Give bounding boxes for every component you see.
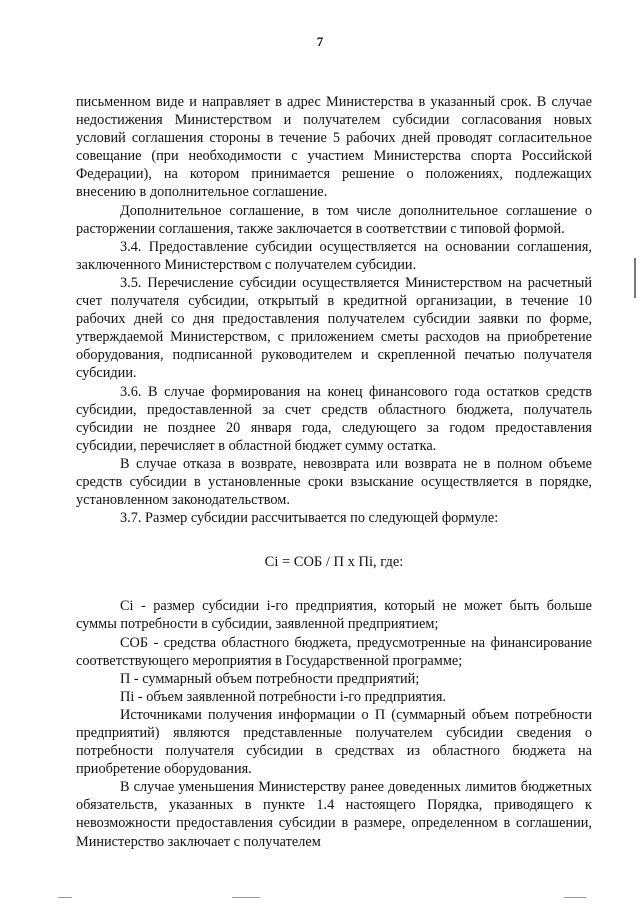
definition: П - суммарный объем потребности предприятий; (120, 670, 420, 687)
scan-edge-mark (634, 258, 636, 298)
scan-edge-mark (58, 897, 72, 898)
paragraph: 3.7. Размер субсидии рассчитывается по следующей формуле: (120, 510, 499, 527)
paragraph: 3.5. Перечисление субсидии осуществляется Министерством на расчетный счет получателя субсидии, открытый в кредитной организации, в течение 10 рабочих дней со дня предоставления получателем субсидии заявки по форме, утверждаемой Министерством, с приложением сметы расходов на приобретение оборудования, подписанной руководителем и скрепленной печатью получателя субсидии. (76, 274, 592, 382)
paragraph: В случае отказа в возврате, невозврата или возврата не в полном объеме средств субсидии в установленные сроки взыскание осуществляется в порядке, установленном законодательством. (76, 455, 592, 509)
paragraph: В случае уменьшения Министерству ранее доведенных лимитов бюджетных обязательств, указанных в пункте 1.4 настоящего Порядка, приводящего к невозможности предоставления субсидии в размере, определенном в соглашении, Министерство заключает с получателем (76, 779, 592, 850)
scan-edge-mark (232, 897, 260, 898)
document-body (76, 93, 592, 851)
paragraph: Дополнительное соглашение, в том числе дополнительное соглашение о расторжении соглашения, также заключается в соответствии с типовой формой. (76, 202, 592, 237)
scan-edge-mark (564, 897, 586, 898)
paragraph: Источниками получения информации о П (суммарный объем потребности предприятий) являются представленные получателем субсидии сведения о потребности получателя субсидии в средствах из областного бюджета на приобретение оборудования. (76, 706, 592, 778)
formula: Ci = СОБ / П x Пi, где: (264, 554, 404, 571)
page-number: 7 (316, 34, 324, 49)
definition: Пi - объем заявленной потребности i-го предприятия. (120, 688, 446, 705)
definition: Ci - размер субсидии i-го предприятия, который не может быть больше суммы потребности в субсидии, заявленной предприятием; (76, 598, 592, 633)
paragraph: письменном виде и направляет в адрес Министерства в указанный срок. В случае недостижения Министерством и получателем субсидии согласования новых условий соглашения стороны в течение 5 рабочих дней проводят согласительное совещание (при необходимости с участием Министерства спорта Российской Федерации), на котором принимается решение о положениях, подлежащих внесению в дополнительное соглашение. (76, 94, 592, 201)
paragraph: 3.4. Предоставление субсидии осуществляется на основании соглашения, заключенного Министерством с получателем субсидии. (76, 238, 592, 273)
definition: СОБ - средства областного бюджета, предусмотренные на финансирование соответствующего мероприятия в Государственной программе; (76, 634, 592, 669)
paragraph: 3.6. В случае формирования на конец финансового года остатков средств субсидии, предоставленной за счет средств областного бюджета, получатель субсидии не позднее 20 января года, следующего за годом предоставления субсидии, перечисляет в областной бюджет сумму остатка. (76, 383, 592, 454)
